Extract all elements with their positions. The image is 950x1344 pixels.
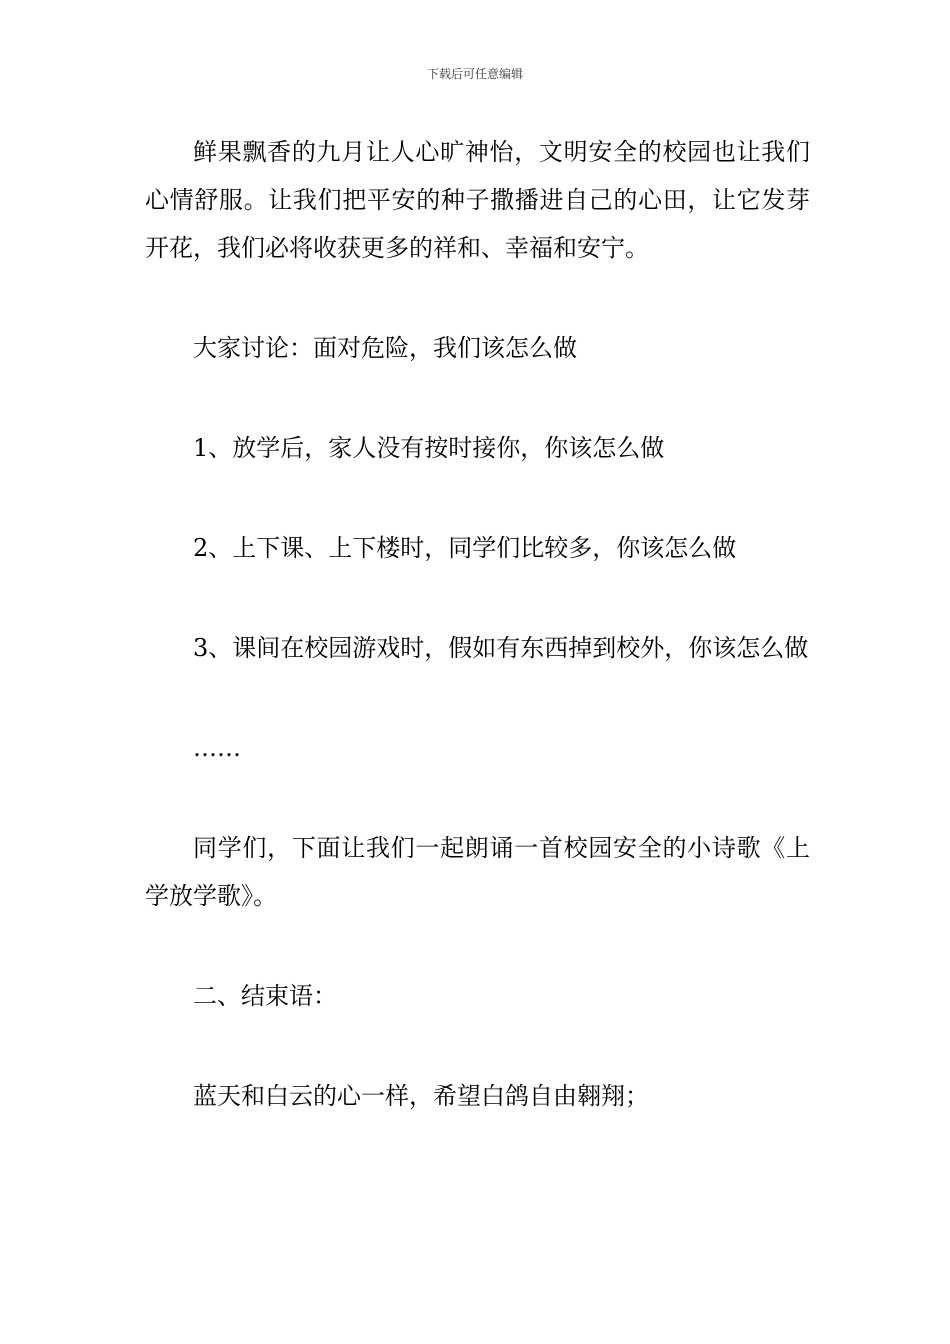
paragraph-intro: 鲜果飘香的九月让人心旷神怡，文明安全的校园也让我们心情舒服。让我们把平安的种子撒播进自己的心田，让它发芽开花，我们必将收获更多的祥和、幸福和安宁。 — [145, 138, 810, 262]
paragraph-discussion: 大家讨论：面对危险，我们该怎么做 — [193, 334, 577, 362]
paragraph-poem-intro: 同学们，下面让我们一起朗诵一首校园安全的小诗歌《上学放学歌》。 — [145, 834, 810, 910]
paragraph-question-1: 1、放学后，家人没有按时接你，你该怎么做 — [193, 434, 665, 462]
paragraph-ellipsis: …… — [193, 734, 241, 762]
page-header: 下载后可任意编辑 — [426, 67, 523, 81]
paragraph-conclusion-heading: 二、结束语： — [193, 982, 337, 1010]
paragraph-question-3: 3、课间在校园游戏时，假如有东西掉到校外，你该怎么做 — [193, 634, 809, 662]
paragraph-closing-line: 蓝天和白云的心一样，希望白鸽自由翱翔； — [193, 1082, 649, 1110]
paragraph-question-2: 2、上下课、上下楼时，同学们比较多，你该怎么做 — [193, 534, 737, 562]
document-body — [145, 128, 810, 1120]
